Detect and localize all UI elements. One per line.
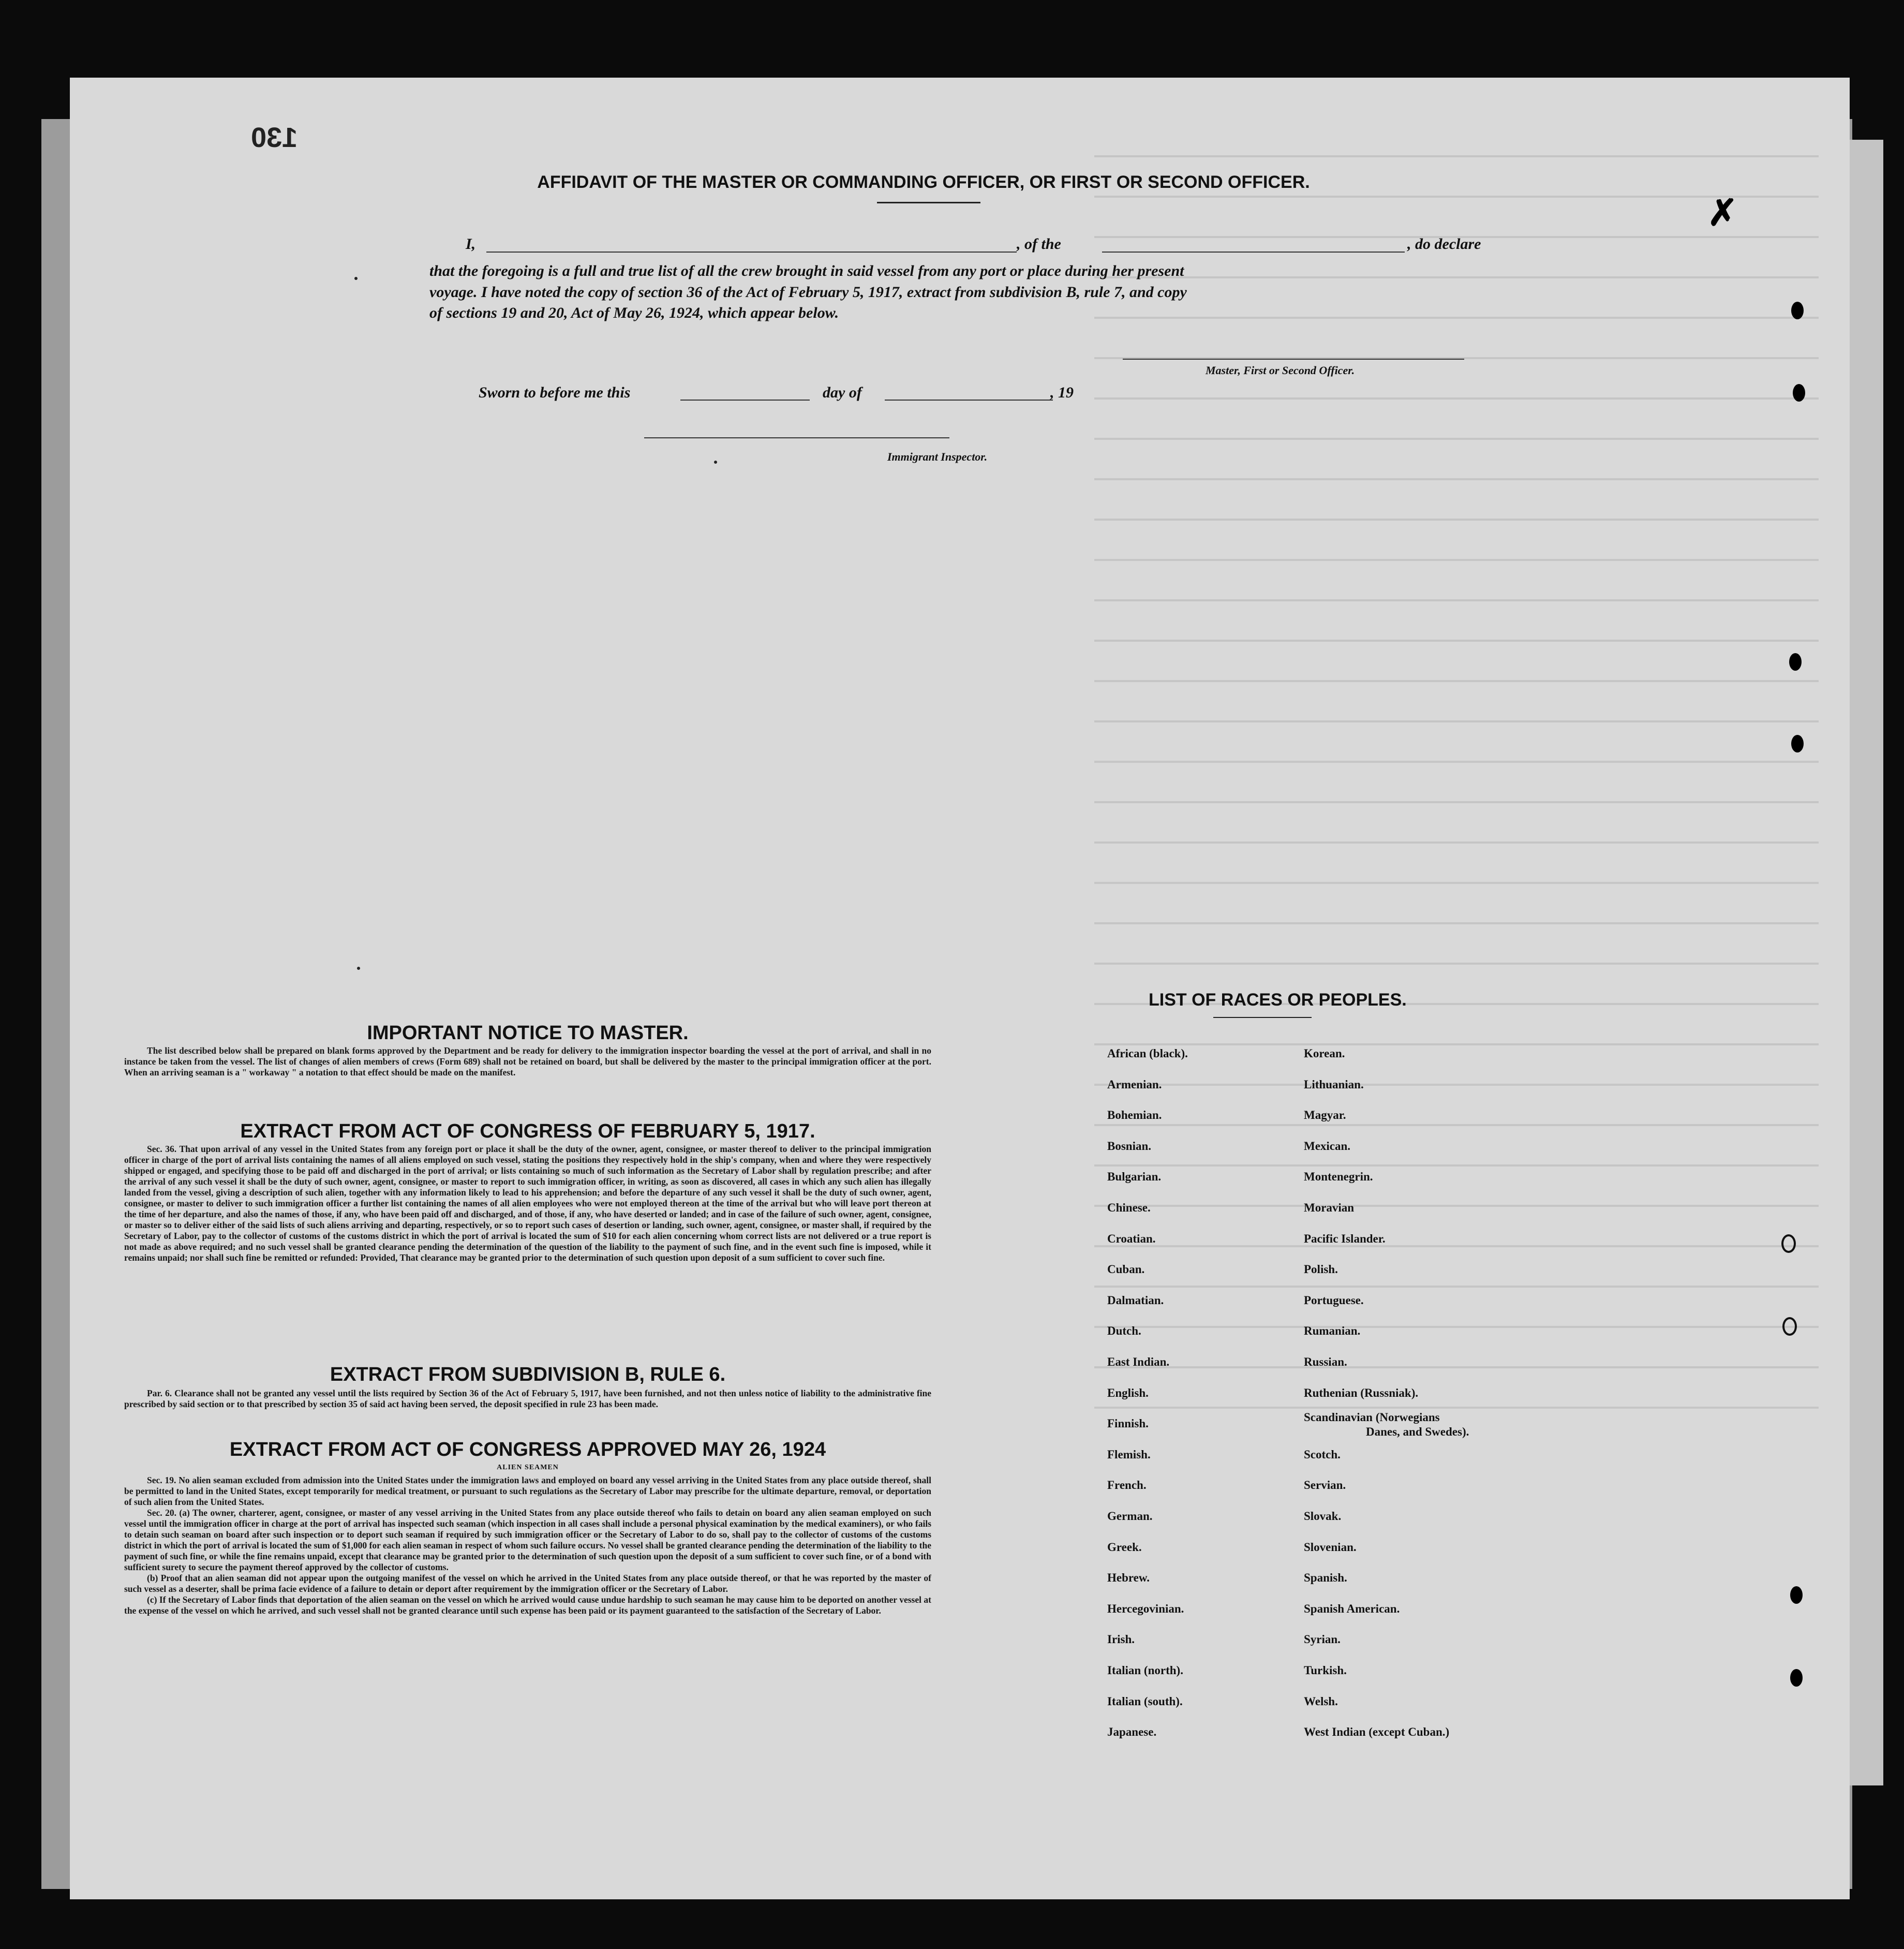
race-item: Hercegovinian. [1107, 1602, 1184, 1615]
affidavit-declare: , do declare [1407, 235, 1481, 253]
race-item: Italian (south). [1107, 1694, 1183, 1708]
sec-20c-text: (c) If the Secretary of Labor finds that deportation of the alien seaman on the vessel on which he arrived would cause undue hardship to such seaman he may cause him to be deported on another vessel at the expense of the vessel on which he arrived, and such vessel shall not be granted clearance until such expense has been paid or its payment guaranteed to the satisfaction of the Secretary of Labor. [124, 1594, 931, 1616]
punch-hole [1790, 1586, 1803, 1604]
race-item: Armenian. [1107, 1077, 1162, 1091]
races-title-rule [1213, 1017, 1312, 1018]
race-item: Slovak. [1304, 1510, 1342, 1523]
extract-rule6-title: EXTRACT FROM SUBDIVISION B, RULE 6. [330, 1364, 726, 1385]
sworn-day-line [680, 400, 810, 401]
extract-rule6-body [124, 1388, 931, 1410]
race-item: Turkish. [1304, 1664, 1347, 1677]
sec-20a-text: (a) The owner, charterer, agent, consignee, or master of any vessel arriving in the United States from any place outside thereof who fails to detain on board any alien seaman employed on such vessel until the immigration officer in charge at the port of arrival has inspected such seaman (which inspection in all cases shall include a personal physical examination by the medical examiners), or who fails to detain such seaman on board after such inspection or to deport such seaman if required by such immigration officer or the Secretary of Labor to do so, shall pay to the collector of customs of the customs district in which the port of arrival is located the sum of $1,000 for each alien seaman in respect of whom such failure occurs. No vessel shall be granted clearance pending the determination of the liability to the payment of such fine, or while the fine remains unpaid, except that clearance may be granted prior to the determination of such question upon the deposit of a sum sufficient to cover such fine, or of a bond with sufficient surety to secure the payment thereof approved by the collector of customs. [124, 1508, 932, 1572]
race-item: Italian (north). [1107, 1664, 1183, 1677]
race-item: Ruthenian (Russniak). [1304, 1386, 1419, 1399]
race-item: French. [1107, 1479, 1147, 1492]
ink-dot [714, 461, 717, 464]
year-text: , 19 [1050, 384, 1074, 401]
notice-paragraph: The list described below shall be prepared on blank forms approved by the Department and be ready for delivery to the immigration inspector boarding the vessel at the port of arrival, and shall in no instance be taken from the vessel. The list of changes of alien members of crews (Form 689) shall not be retained on board, but shall be delivered by the master to the principal immigration officer at the port. When an arriving seaman is a " workaway " a notation to that effect should be made on the manifest. [124, 1045, 931, 1077]
race-item: Montenegrin. [1304, 1170, 1373, 1184]
race-item: Scotch. [1304, 1448, 1341, 1461]
vessel-fill-line [1102, 252, 1405, 253]
alien-seamen-subtitle: ALIEN SEAMEN [497, 1464, 559, 1471]
extract-1917-body [124, 1144, 931, 1263]
race-item: Syrian. [1304, 1633, 1341, 1646]
extract-1924-body [124, 1475, 931, 1616]
race-item: Russian. [1304, 1355, 1347, 1368]
inspector-caption: Immigrant Inspector. [887, 450, 988, 463]
title-rule [877, 202, 980, 203]
race-item: Dutch. [1107, 1324, 1141, 1338]
race-item: Spanish. [1304, 1571, 1347, 1585]
race-item: African (black). [1107, 1047, 1188, 1060]
extract-1917-title: EXTRACT FROM ACT OF CONGRESS OF FEBRUARY 5, 1917. [240, 1120, 815, 1142]
reverse-bleed-through [1094, 155, 1819, 1501]
race-item: Portuguese. [1304, 1293, 1364, 1307]
race-item: Hebrew. [1107, 1571, 1150, 1585]
sec-20b-text: (b) Proof that an alien seaman did not appear upon the outgoing manifest of the vessel on which he arrived in the United States from any place outside thereof, or that he was reported by the master of such vessel as a deserter, shall be prima facie evidence of a failure to detain or deport after requirement by the immigration officer or the Secretary of Labor. [124, 1573, 931, 1594]
race-item: Japanese. [1107, 1725, 1157, 1739]
notice-title: IMPORTANT NOTICE TO MASTER. [367, 1022, 689, 1044]
signature-caption: Master, First or Second Officer. [1206, 364, 1355, 377]
race-item: Moravian [1304, 1201, 1355, 1214]
race-item: Chinese. [1107, 1201, 1151, 1214]
race-item: Finnish. [1107, 1417, 1149, 1430]
affidavit-i: I, [466, 235, 476, 253]
race-item: English. [1107, 1386, 1149, 1399]
race-item: Polish. [1304, 1263, 1338, 1276]
ink-dot [357, 967, 360, 970]
race-item: Bosnian. [1107, 1139, 1152, 1153]
race-item: Spanish American. [1304, 1602, 1400, 1615]
sworn-month-line [885, 400, 1053, 401]
races-title: LIST OF RACES OR PEOPLES. [1149, 990, 1407, 1010]
race-item: Dalmatian. [1107, 1293, 1164, 1307]
punch-hole [1793, 384, 1805, 402]
race-item: Greek. [1107, 1540, 1142, 1554]
affidavit-of-the: , of the [1017, 235, 1061, 253]
par-6-text: Clearance shall not be granted any vessel until the lists required by Section 36 of the Act of February 5, 1917, have been furnished, and not then unless notice of liability to the administrative fine prescribed by said section or to that prescribed by section 35 of said act having been served, the deposit specified in rule 23 has been made. [124, 1388, 932, 1409]
punch-hole [1790, 1669, 1803, 1687]
race-item: German. [1107, 1510, 1153, 1523]
corner-pencil-mark: ✗ [1707, 194, 1738, 233]
race-item: Lithuanian. [1304, 1077, 1364, 1091]
sec-36-text: That upon arrival of any vessel in the United States from any foreign port or place it shall be the duty of the owner, agent, consignee, or master thereof to deliver to the principal immigration officer in charge of the port of arrival lists containing the names of all aliens employed on such vessel, stating the positions they respectively hold in the ship's company, when and where they were respectively shipped or engaged, and specifying those to be paid off and discharged in the port of arrival; or lists containing so much of such information as the Secretary of Labor shall by regulation prescribe; and after the arrival of any such vessel it shall be the duty of such owner, agent, consignee, or master to report to such immigration officer, in writing, as soon as discovered, all cases in which any such alien has illegally landed from the vessel, giving a description of such alien, together with any information likely to lead to his apprehension; and before the departure of any such vessel it shall be the duty of such owner, agent, consignee, or master to deliver to such immigration officer a further list containing the names of all alien employees who were not employed thereon at the time of the arrival but who will leave port thereon at the time of her departure, and also the names of those, if any, who have been paid off and discharged, and of those, if any, who have deserted or landed; and in case of the failure of such owner, agent, consignee, or master so to deliver either of the said lists of such aliens arriving and departing, respectively, or so to report such cases of desertion or landing, such owner, agent, consignee, or master shall, if required by the Secretary of Labor, pay to the collector of customs of the customs district in which the port of arrival is located the sum of $10 for each alien concerning whom correct lists are not delivered or a true report is not made as above required; and no such vessel shall be granted clearance pending the determination of the question of the liability to the payment of such fine, and in the event such fine is imposed, while it remains unpaid; nor shall such fine be remitted or refunded: Provided, That clearance may be granted prior to the determination of such question upon deposit of a sum sufficient to cover such fine. [124, 1144, 931, 1263]
race-item: Slovenian. [1304, 1540, 1357, 1554]
name-fill-line [486, 252, 1017, 253]
race-item: Servian. [1304, 1479, 1346, 1492]
race-item: Flemish. [1107, 1448, 1151, 1461]
ink-dot [354, 277, 358, 280]
punch-hole [1791, 302, 1804, 319]
race-item: Bohemian. [1107, 1109, 1162, 1122]
punch-hole-open [1781, 1234, 1796, 1253]
sec-19-label: Sec. 19. [147, 1475, 176, 1485]
race-item: Irish. [1107, 1633, 1135, 1646]
race-item: Magyar. [1304, 1109, 1346, 1122]
day-of-text: day of [823, 384, 862, 401]
sec-36-label: Sec. 36. [147, 1144, 177, 1154]
affidavit-line-4: of sections 19 and 20, Act of May 26, 1924, which appear below. [429, 304, 839, 321]
race-item: West Indian (except Cuban.) [1304, 1725, 1450, 1739]
affidavit-line-3: voyage. I have noted the copy of section 36 of the Act of February 5, 1917, extract from subdivision B, rule 7, and copy [429, 284, 1187, 301]
race-item: Cuban. [1107, 1263, 1145, 1276]
race-item: Rumanian. [1304, 1324, 1361, 1338]
race-item: Mexican. [1304, 1139, 1351, 1153]
sworn-text: Sworn to before me this [479, 384, 631, 401]
race-item: Bulgarian. [1107, 1170, 1162, 1184]
race-item: East Indian. [1107, 1355, 1170, 1368]
sec-19-text: No alien seaman excluded from admission into the United States under the immigration laws and employed on board any vessel arriving in the United States from any place outside thereof, shall be permitted to land in the United States, except temporarily for medical treatment, or pursuant to such regulations as the Secretary of Labor may prescribe for the ultimate departure, removal, or deportation of such alien from the United States. [124, 1475, 931, 1507]
race-item: Danes, and Swedes). [1366, 1425, 1469, 1439]
punch-hole [1789, 653, 1802, 671]
sec-20-label: Sec. 20. [147, 1508, 176, 1518]
race-item: Pacific Islander. [1304, 1232, 1386, 1245]
punch-hole-open [1782, 1317, 1797, 1336]
punch-hole [1791, 735, 1804, 752]
form-page [70, 78, 1850, 1899]
inspector-line [644, 437, 949, 438]
race-item: Scandinavian (Norwegians [1304, 1411, 1440, 1424]
race-item: Croatian. [1107, 1232, 1156, 1245]
affidavit-title: AFFIDAVIT OF THE MASTER OR COMMANDING OFFICER, OR FIRST OR SECOND OFFICER. [537, 172, 1310, 192]
extract-1924-title: EXTRACT FROM ACT OF CONGRESS APPROVED MAY 26, 1924 [229, 1439, 826, 1460]
notice-body [124, 1045, 931, 1078]
sheet-number: 130 [251, 122, 298, 153]
signature-line [1123, 359, 1464, 360]
race-item: Korean. [1304, 1047, 1345, 1060]
affidavit-line-2: that the foregoing is a full and true list of all the crew brought in said vessel from any port or place during her present [429, 262, 1184, 279]
race-item: Welsh. [1304, 1694, 1338, 1708]
par-6-label: Par. 6. [147, 1388, 172, 1398]
